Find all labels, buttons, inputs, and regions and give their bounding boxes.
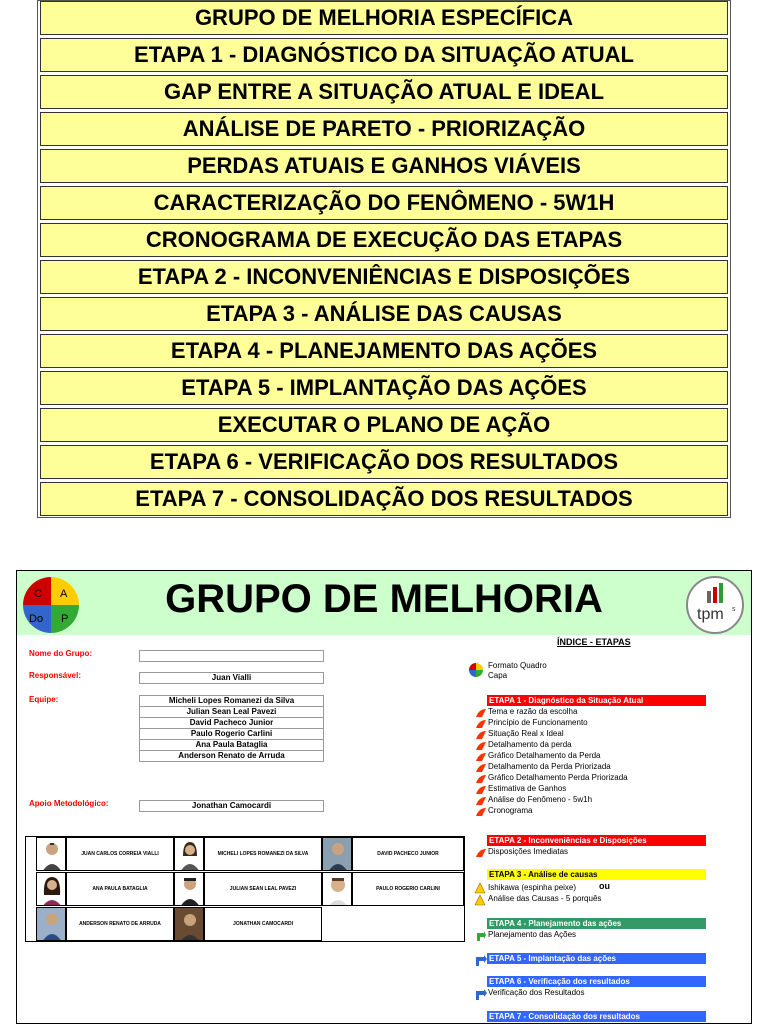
menu-5w1h[interactable]: CARACTERIZAÇÃO DO FENÔMENO - 5W1H xyxy=(40,186,728,220)
member-name-4: ANA PAULA BATAGLIA xyxy=(66,872,174,906)
member-name-7: ANDERSON RENATO DE ARRUDA xyxy=(66,907,174,941)
person-icon xyxy=(175,908,204,941)
menu-executar-plano[interactable]: EXECUTAR O PLANO DE AÇÃO xyxy=(40,408,728,442)
member-photo-1 xyxy=(36,837,66,871)
index-item[interactable]: Ishikawa (espinha peixe) xyxy=(488,883,577,892)
member-name-3: DAVID PACHECO JUNIOR xyxy=(352,837,464,871)
member-name-2: MICHELI LOPES ROMANEZI DA SILVA xyxy=(204,837,322,871)
nome-grupo-label: Nome do Grupo: xyxy=(29,649,93,658)
index-item[interactable]: Detalhamento da Perda Priorizada xyxy=(488,762,611,771)
equipe-label: Equipe: xyxy=(29,695,59,704)
member-photo-2 xyxy=(174,837,204,871)
index-item[interactable]: Verificação dos Resultados xyxy=(488,988,585,997)
member-name-8: JONATHAN CAMOCARDI xyxy=(204,907,322,941)
member-photo-4 xyxy=(36,872,66,906)
member-name-5: JULIAN SEAN LEAL PAVEZI xyxy=(204,872,322,906)
index-item[interactable]: Gráfico Detalhamento Perda Priorizada xyxy=(488,773,628,782)
member-photo-3 xyxy=(322,837,352,871)
blue-arrow-icon xyxy=(475,989,487,1001)
member-name-6: PAULO ROGERIO CARLINI xyxy=(352,872,464,906)
etapa-7-header[interactable]: ETAPA 7 - Consolidação dos resultados xyxy=(487,1011,706,1022)
tpms-logo-icon xyxy=(685,575,745,635)
etapa-2-header[interactable]: ETAPA 2 - Inconveniências e Disposições xyxy=(487,835,706,846)
index-item[interactable]: Análise das Causas - 5 porquês xyxy=(488,894,602,903)
equipe-field-6[interactable]: Anderson Renato de Arruda xyxy=(139,750,324,762)
index-item[interactable]: Detalhamento da perda xyxy=(488,740,572,749)
member-photo-7 xyxy=(36,907,66,941)
etapa-5-header[interactable]: ETAPA 5 - Implantação das ações xyxy=(487,953,706,964)
pie-chart-icon xyxy=(469,663,483,677)
tpms-logo-sup: s xyxy=(732,606,736,613)
person-icon xyxy=(323,873,352,906)
member-photo-6 xyxy=(322,872,352,906)
tpms-logo-text: tpm xyxy=(697,606,724,623)
blue-arrow-icon xyxy=(475,955,487,967)
index-item[interactable]: Planejamento das Ações xyxy=(488,930,577,939)
menu-grupo-melhoria[interactable]: GRUPO DE MELHORIA ESPECÍFICA xyxy=(40,1,728,35)
person-icon xyxy=(323,838,352,871)
member-name-1: JUAN CARLOS CORREIA VIALLI xyxy=(66,837,174,871)
menu-gap[interactable]: GAP ENTRE A SITUAÇÃO ATUAL E IDEAL xyxy=(40,75,728,109)
etapa-1-header[interactable]: ETAPA 1 - Diagnóstico da Situação Atual xyxy=(487,695,706,706)
menu-etapa-5[interactable]: ETAPA 5 - IMPLANTAÇÃO DAS AÇÕES xyxy=(40,371,728,405)
cover-sheet xyxy=(16,570,752,1024)
menu-etapa-1[interactable]: ETAPA 1 - DIAGNÓSTICO DA SITUAÇÃO ATUAL xyxy=(40,38,728,72)
menu-perdas-ganhos[interactable]: PERDAS ATUAIS E GANHOS VIÁVEIS xyxy=(40,149,728,183)
equipe-field-3[interactable]: David Pacheco Junior xyxy=(139,717,324,729)
index-item[interactable]: Análise do Fenômeno - 5w1h xyxy=(488,795,593,804)
red-arrow-icons xyxy=(475,707,487,819)
equipe-field-1[interactable]: Micheli Lopes Romanezi da Silva xyxy=(139,695,324,707)
pdca-letter-p: P xyxy=(61,613,69,625)
team-photo-grid xyxy=(25,836,465,942)
index-item[interactable]: Estimativa de Ganhos xyxy=(488,784,567,793)
responsavel-label: Responsável: xyxy=(29,671,82,680)
ou-text: ou xyxy=(599,881,610,891)
person-icon xyxy=(175,838,204,871)
index-item[interactable]: Gráfico Detalhamento da Perda xyxy=(488,751,601,760)
person-icon xyxy=(37,908,66,941)
index-formato-quadro[interactable]: Formato Quadro xyxy=(488,661,547,670)
etapa-3-header[interactable]: ETAPA 3 - Análise de causas xyxy=(487,869,706,880)
apoio-field[interactable]: Jonathan Camocardi xyxy=(139,800,324,812)
equipe-field-4[interactable]: Paulo Rogerio Carlini xyxy=(139,728,324,740)
member-photo-5 xyxy=(174,872,204,906)
person-icon xyxy=(175,873,204,906)
apoio-label: Apoio Metodológico: xyxy=(29,799,109,808)
etapa-6-header[interactable]: ETAPA 6 - Verificação dos resultados xyxy=(487,976,706,987)
green-arrow-icon xyxy=(475,930,487,942)
pdca-letter-c: C xyxy=(34,588,42,600)
pdca-letter-a: A xyxy=(60,588,68,600)
warning-icons xyxy=(474,882,486,906)
page-title: GRUPO DE MELHORIA xyxy=(165,577,603,621)
panel-header xyxy=(17,571,751,635)
index-item[interactable]: Cronograma xyxy=(488,806,533,815)
etapas-menu xyxy=(37,0,731,518)
index-item[interactable]: Princípio de Funcionamento xyxy=(488,718,588,727)
member-photo-8 xyxy=(174,907,204,941)
index-item[interactable]: Disposições Imediatas xyxy=(488,847,569,856)
pdca-letter-do: Do xyxy=(29,613,44,625)
nome-grupo-field[interactable] xyxy=(139,650,324,662)
menu-pareto[interactable]: ANÁLISE DE PARETO - PRIORIZAÇÃO xyxy=(40,112,728,146)
person-icon xyxy=(37,838,66,871)
etapa-4-header[interactable]: ETAPA 4 - Planejamento das ações xyxy=(487,918,706,929)
index-title: ÍNDICE - ETAPAS xyxy=(557,637,631,647)
menu-etapa-3[interactable]: ETAPA 3 - ANÁLISE DAS CAUSAS xyxy=(40,297,728,331)
menu-cronograma[interactable]: CRONOGRAMA DE EXECUÇÃO DAS ETAPAS xyxy=(40,223,728,257)
index-item[interactable]: Tema e razão da escolha xyxy=(488,707,578,716)
menu-etapa-4[interactable]: ETAPA 4 - PLANEJAMENTO DAS AÇÕES xyxy=(40,334,728,368)
menu-etapa-2[interactable]: ETAPA 2 - INCONVENIÊNCIAS E DISPOSIÇÕES xyxy=(40,260,728,294)
equipe-field-5[interactable]: Ana Paula Bataglia xyxy=(139,739,324,751)
red-arrow-icon xyxy=(475,847,487,858)
index-capa[interactable]: Capa xyxy=(488,671,508,680)
equipe-field-2[interactable]: Julian Sean Leal Pavezi xyxy=(139,706,324,718)
responsavel-field[interactable]: Juan Vialli xyxy=(139,672,324,684)
person-icon xyxy=(37,873,66,906)
menu-etapa-7[interactable]: ETAPA 7 - CONSOLIDAÇÃO DOS RESULTADOS xyxy=(40,482,728,516)
index-item[interactable]: Situação Real x Ideal xyxy=(488,729,564,738)
menu-etapa-6[interactable]: ETAPA 6 - VERIFICAÇÃO DOS RESULTADOS xyxy=(40,445,728,479)
